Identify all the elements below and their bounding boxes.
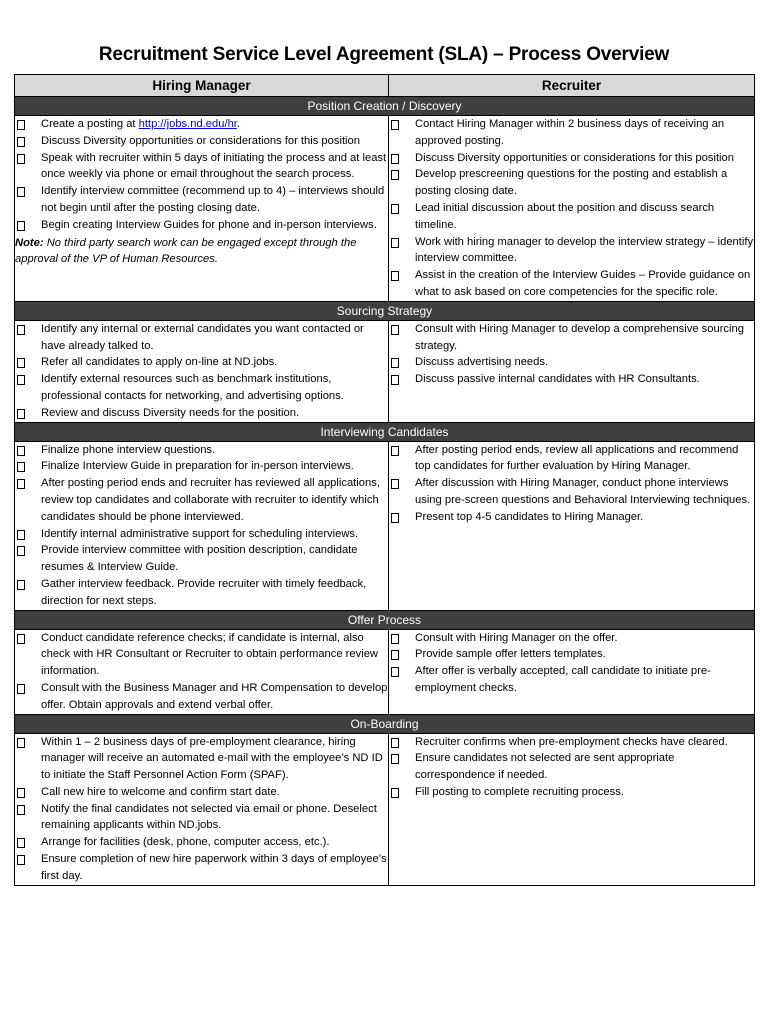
list-item-text: Call new hire to welcome and confirm start date. [41, 785, 280, 798]
list-item [389, 116, 754, 150]
checkbox-icon[interactable] [17, 530, 25, 540]
list-item-text: Gather interview feedback. Provide recruiter with timely feedback, direction for next steps. [41, 577, 367, 607]
list-item-text: Finalize phone interview questions. [41, 443, 216, 456]
hiring-manager-cell [15, 733, 389, 885]
list-item [15, 183, 388, 217]
section-header-row [15, 610, 755, 629]
list-item-text: Discuss Diversity opportunities or considerations for this position [41, 134, 360, 147]
checkbox-icon[interactable] [391, 375, 399, 385]
section-content-row [15, 629, 755, 714]
list-item [15, 542, 388, 576]
checkbox-icon[interactable] [391, 325, 399, 335]
checkbox-icon[interactable] [17, 805, 25, 815]
list-item [15, 458, 388, 475]
list-item [15, 150, 388, 184]
checkbox-icon[interactable] [391, 154, 399, 164]
section-content-row [15, 733, 755, 885]
list-item-text: Identify any internal or external candidates you want contacted or have already talked to. [41, 322, 364, 352]
checkbox-icon[interactable] [391, 667, 399, 677]
list-item-text: Consult with the Business Manager and HR Compensation to develop offer. Obtain approvals and extend verbal offer. [41, 681, 388, 711]
checkbox-icon[interactable] [391, 634, 399, 644]
checkbox-icon[interactable] [17, 325, 25, 335]
list-item-text: Develop prescreening questions for the posting and establish a posting closing date. [415, 168, 728, 198]
checkbox-icon[interactable] [17, 580, 25, 590]
list-item [389, 646, 754, 663]
checkbox-icon[interactable] [17, 358, 25, 368]
list-item [15, 630, 388, 680]
hiring-manager-cell [15, 320, 389, 422]
list-item-text: Consult with Hiring Manager on the offer. [415, 631, 618, 644]
checkbox-icon[interactable] [17, 446, 25, 456]
section-title-sourcing-strategy: Sourcing Strategy [15, 301, 755, 320]
recruiter-task-list [389, 734, 754, 801]
list-item [15, 442, 388, 459]
list-item [389, 234, 754, 268]
list-item-text: Refer all candidates to apply on-line at ND.jobs. [41, 356, 278, 369]
checkbox-icon[interactable] [17, 838, 25, 848]
list-item-text: . [236, 118, 241, 130]
checkbox-icon[interactable] [17, 788, 25, 798]
checkbox-icon[interactable] [391, 120, 399, 130]
list-item [389, 166, 754, 200]
section-title-on-boarding: On-Boarding [15, 714, 755, 733]
note-label: Note: [15, 236, 44, 249]
list-item-text: After discussion with Hiring Manager, conduct phone interviews using pre-screen questions and Behavioral Interviewing techniques. [415, 477, 751, 506]
hiring-manager-cell [15, 441, 389, 610]
list-item [389, 509, 754, 526]
section-title-position-creation: Position Creation / Discovery [15, 97, 755, 116]
recruiter-task-list [389, 442, 754, 526]
list-item-text: Review and discuss Diversity needs for the position. [41, 406, 300, 419]
list-item [389, 200, 754, 234]
list-item [389, 442, 754, 476]
checkbox-icon[interactable] [391, 754, 399, 764]
list-item [15, 133, 388, 150]
checkbox-icon[interactable] [17, 221, 25, 231]
hiring-manager-task-list [15, 630, 388, 714]
checkbox-icon[interactable] [391, 446, 399, 456]
recruiter-cell [389, 320, 755, 422]
list-item-text: Discuss advertising needs. [415, 356, 549, 369]
list-item-text: Ensure candidates not selected are sent appropriate correspondence if needed. [415, 752, 675, 782]
list-item [15, 354, 388, 371]
list-item-text: Discuss Diversity opportunities or considerations for this position [415, 151, 734, 164]
checkbox-icon[interactable] [391, 738, 399, 748]
list-item-text: Assist in the creation of the Interview Guides – Provide guidance on what to ask based on core competencies for the specific role. [415, 269, 751, 298]
sla-table [14, 74, 755, 886]
section-header-row [15, 422, 755, 441]
hiring-manager-task-list [15, 442, 388, 610]
checkbox-icon[interactable] [391, 788, 399, 798]
list-item-text: Begin creating Interview Guides for phone and in-person interviews. [41, 218, 377, 231]
list-item [15, 784, 388, 801]
checkbox-icon[interactable] [391, 204, 399, 214]
list-item [15, 801, 388, 835]
checkbox-icon[interactable] [17, 187, 25, 197]
list-item-text: Consult with Hiring Manager to develop a comprehensive sourcing strategy. [415, 322, 744, 352]
recruiter-cell [389, 441, 755, 610]
section-content-row [15, 116, 755, 302]
checkbox-icon[interactable] [17, 738, 25, 748]
checkbox-icon[interactable] [17, 409, 25, 419]
list-item-text: Recruiter confirms when pre-employment checks have cleared. [415, 735, 728, 748]
checkbox-icon[interactable] [17, 546, 25, 556]
list-item [389, 663, 754, 697]
section-title-interviewing-candidates: Interviewing Candidates [15, 422, 755, 441]
section-header-row [15, 714, 755, 733]
list-item-text: Present top 4-5 candidates to Hiring Manager. [415, 510, 644, 523]
list-item-text: Discuss passive internal candidates with HR Consultants. [415, 373, 700, 386]
checkbox-icon[interactable] [17, 120, 25, 130]
list-item [389, 267, 754, 301]
list-item [15, 321, 388, 355]
list-item-text: Identify internal administrative support for scheduling interviews. [41, 527, 359, 540]
checkbox-icon[interactable] [391, 358, 399, 368]
hiring-manager-task-list [15, 734, 388, 885]
list-item [15, 405, 388, 422]
recruiter-cell [389, 629, 755, 714]
list-item [15, 371, 388, 405]
list-item-text: Provide interview committee with position description, candidate resumes & Interview Guide. [41, 544, 358, 574]
list-item-text: Ensure completion of new hire paperwork within 3 days of employee’s first day. [41, 853, 387, 882]
checkbox-icon[interactable] [391, 650, 399, 660]
recruiter-cell [389, 733, 755, 885]
list-item [15, 734, 388, 784]
list-item [389, 630, 754, 647]
list-item-text: Notify the final candidates not selected via email or phone. Deselect remaining applicants within ND.jobs. [41, 802, 377, 832]
list-item [15, 834, 388, 851]
checkbox-icon[interactable] [17, 855, 25, 865]
checkbox-icon[interactable] [17, 154, 25, 164]
recruiter-cell [389, 116, 755, 302]
list-item [389, 371, 754, 388]
column-header-row [15, 75, 755, 97]
list-item-text: Arrange for facilities (desk, phone, computer access, etc.). [41, 836, 330, 849]
hiring-manager-task-list [15, 116, 388, 133]
list-item [15, 680, 388, 714]
checkbox-icon[interactable] [17, 137, 25, 147]
section-header-row [15, 97, 755, 116]
checkbox-icon[interactable] [17, 479, 25, 489]
list-item-text: Conduct candidate reference checks; if candidate is internal, also check with HR Consultant or Recruiter to obtain performance review information. [41, 631, 379, 678]
list-item-text: Fill posting to complete recruiting process. [415, 785, 624, 798]
checkbox-icon[interactable] [391, 479, 399, 489]
checkbox-icon[interactable] [17, 462, 25, 472]
list-item-text: Contact Hiring Manager within 2 business days of receiving an approved posting. [415, 118, 725, 147]
list-item-text: After posting period ends, review all applications and recommend top candidates for further evaluation by Hiring Manager. [415, 443, 739, 473]
checkbox-icon[interactable] [17, 634, 25, 644]
note-body: No third party search work can be engaged except through the approval of the VP of Human Resources. [15, 236, 357, 266]
list-item [15, 851, 388, 885]
list-item [15, 576, 388, 610]
list-item-text: Within 1 – 2 business days of pre-employment clearance, hiring manager will receive an automated e-mail with the employee’s ND ID to initiate the Staff Personnel Action Form (SPAF). [41, 735, 383, 782]
section-content-row [15, 441, 755, 610]
checkbox-icon[interactable] [391, 513, 399, 523]
list-item-text: Work with hiring manager to develop the interview strategy – identify interview committee. [415, 235, 754, 265]
list-item [15, 116, 388, 133]
recruiter-task-list [389, 630, 754, 697]
hiring-manager-cell [15, 116, 389, 302]
list-item [389, 734, 754, 751]
list-item [15, 217, 388, 234]
recruiter-task-list [389, 116, 754, 301]
column-header-recruiter: Recruiter [389, 75, 755, 97]
list-item-text: Speak with recruiter within 5 days of initiating the process and at least once weekly via phone or email throughout the search process. [41, 151, 387, 181]
hiring-manager-task-list [15, 133, 388, 234]
section-header-row [15, 301, 755, 320]
list-item-text: Provide sample offer letters templates. [415, 648, 606, 661]
list-item-text: After offer is verbally accepted, call candidate to initiate pre-employment checks. [415, 665, 711, 694]
checkbox-icon[interactable] [17, 684, 25, 694]
section-title-offer-process: Offer Process [15, 610, 755, 629]
page-title: Recruitment Service Level Agreement (SLA) – Process Overview [98, 44, 670, 65]
section-content-row [15, 320, 755, 422]
list-item [389, 475, 754, 509]
list-item [15, 526, 388, 543]
checkbox-icon[interactable] [391, 238, 399, 248]
hiring-manager-cell [15, 629, 389, 714]
list-item [15, 475, 388, 525]
hiring-manager-task-list [15, 321, 388, 422]
list-item-text: Identify external resources such as benchmark institutions, professional contacts for networking, and advertising options. [41, 373, 344, 402]
recruiter-task-list [389, 321, 754, 388]
column-header-hiring-manager: Hiring Manager [15, 75, 389, 97]
checkbox-icon[interactable] [17, 375, 25, 385]
list-item-text: Identify interview committee (recommend up to 4) – interviews should not begin until after the posting closing date. [41, 185, 385, 214]
jobs-posting-link[interactable]: http://jobs.nd.edu/hr [138, 118, 237, 130]
list-item-text: After posting period ends and recruiter has reviewed all applications, review top candidates and collaborate with recruiter to identify which candidates should be phone interviewed. [41, 477, 380, 523]
list-item [389, 150, 754, 167]
list-item-text: Finalize Interview Guide in preparation for in-person interviews. [41, 460, 354, 473]
list-item-text: Create a posting at [41, 118, 139, 130]
checkbox-icon[interactable] [391, 170, 399, 180]
note-text [15, 235, 388, 269]
checkbox-icon[interactable] [391, 271, 399, 281]
list-item-text: Lead initial discussion about the position and discuss search timeline. [415, 201, 715, 231]
list-item [389, 750, 754, 784]
list-item [389, 784, 754, 801]
list-item [389, 354, 754, 371]
list-item [389, 321, 754, 355]
